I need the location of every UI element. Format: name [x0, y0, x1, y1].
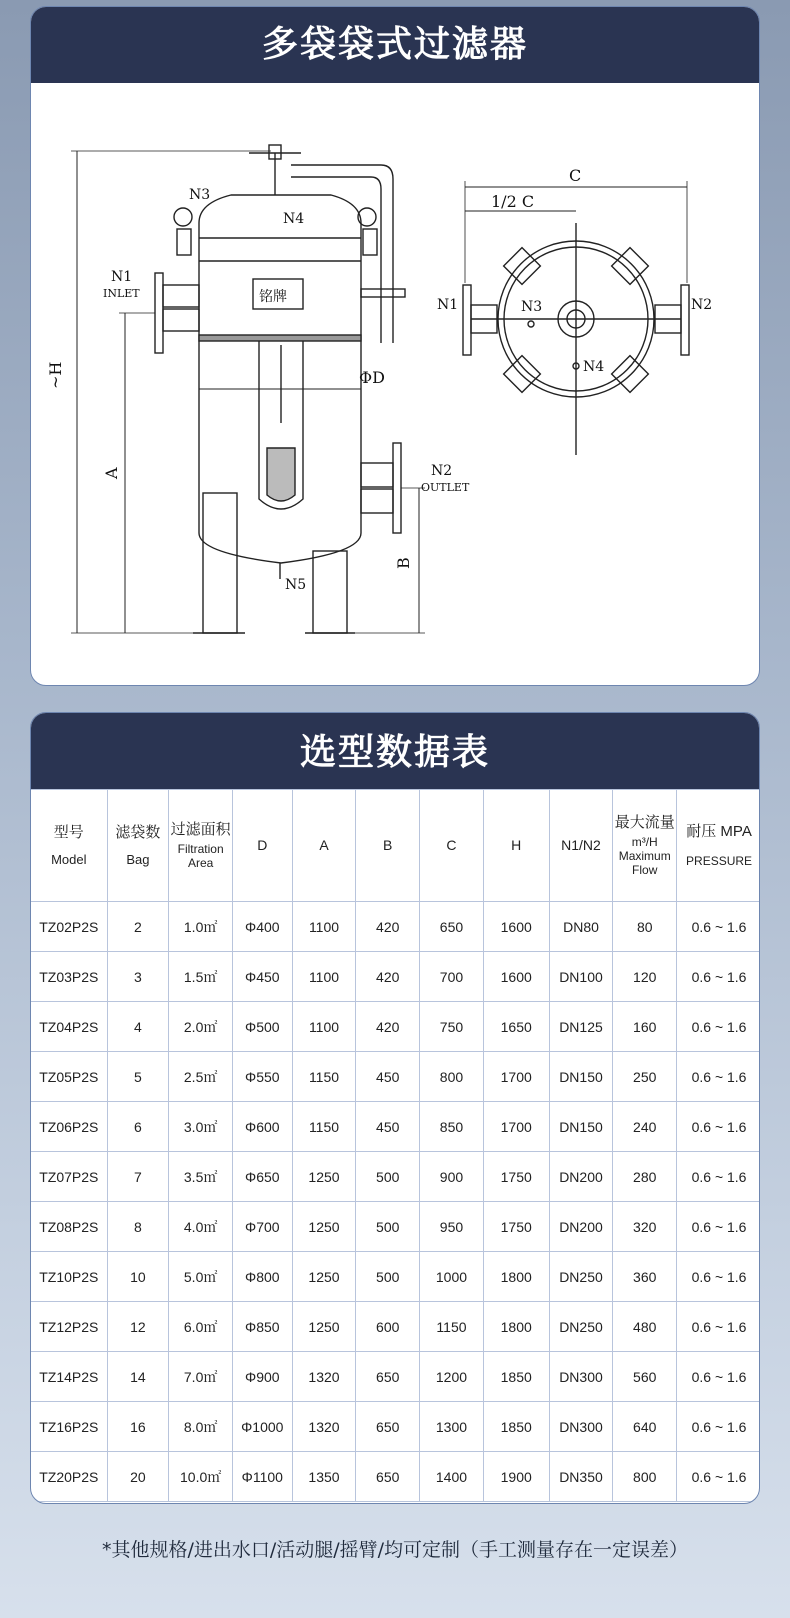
selection-table-card — [30, 712, 760, 1504]
top-label-n2: N2 — [691, 297, 713, 313]
table-cell: Φ1100 — [233, 1452, 293, 1502]
header-pressure: 耐压 MPA PRESSURE — [677, 790, 760, 902]
table-cell: 700 — [420, 952, 484, 1002]
table-row — [31, 1252, 760, 1302]
table-cell: 500 — [356, 1202, 420, 1252]
table-cell: Φ650 — [233, 1152, 293, 1202]
table-cell: 8 — [107, 1202, 169, 1252]
footnote: *其他规格/进出水口/活动腿/摇臂/均可定制（手工测量存在一定误差） — [101, 1539, 689, 1561]
table-cell: Φ700 — [233, 1202, 293, 1252]
table-cell: Φ900 — [233, 1352, 293, 1402]
table-cell: 450 — [356, 1102, 420, 1152]
table-cell: DN250 — [549, 1302, 613, 1352]
table-cell: 1.5㎡ — [169, 952, 233, 1002]
table-cell: 1150 — [292, 1102, 356, 1152]
table-cell: 1000 — [420, 1252, 484, 1302]
table-cell: 10 — [107, 1252, 169, 1302]
table-cell: 950 — [420, 1202, 484, 1252]
table-cell: Φ400 — [233, 902, 293, 952]
table-cell: DN150 — [549, 1102, 613, 1152]
table-cell: 500 — [356, 1152, 420, 1202]
table-cell: 1250 — [292, 1302, 356, 1352]
table-cell: 8.0㎡ — [169, 1402, 233, 1452]
label-outlet: OUTLET — [421, 481, 470, 494]
table-cell: 7.0㎡ — [169, 1352, 233, 1402]
table-row — [31, 1352, 760, 1402]
table-cell: 360 — [613, 1252, 677, 1302]
table-cell: Φ500 — [233, 1002, 293, 1052]
table-row — [31, 1002, 760, 1052]
table-cell: DN125 — [549, 1002, 613, 1052]
label-h: ~H — [46, 361, 65, 389]
table-cell: DN200 — [549, 1202, 613, 1252]
table-cell: 420 — [356, 1002, 420, 1052]
table-cell: 10.0㎡ — [169, 1452, 233, 1502]
table-cell: 16 — [107, 1402, 169, 1452]
table-cell: 1600 — [483, 952, 549, 1002]
table-cell: 1300 — [420, 1402, 484, 1452]
table-cell: 420 — [356, 952, 420, 1002]
table-row — [31, 902, 760, 952]
table-cell: DN250 — [549, 1252, 613, 1302]
table-cell: TZ10P2S — [31, 1252, 107, 1302]
table-cell: 1850 — [483, 1352, 549, 1402]
header-area: 过滤面积 Filtration Area — [169, 790, 233, 902]
table-cell: 1150 — [292, 1052, 356, 1102]
table-cell: 2 — [107, 902, 169, 952]
table-row — [31, 1452, 760, 1502]
table-cell: 600 — [356, 1302, 420, 1352]
table-cell: 4.0㎡ — [169, 1202, 233, 1252]
table-cell: DN200 — [549, 1152, 613, 1202]
table-title: 选型数据表 — [31, 713, 759, 789]
table-cell: 1750 — [483, 1152, 549, 1202]
table-cell: 650 — [356, 1352, 420, 1402]
label-a: A — [102, 467, 121, 479]
table-cell: 2.5㎡ — [169, 1052, 233, 1102]
table-cell: DN300 — [549, 1352, 613, 1402]
label-b: B — [394, 557, 413, 569]
table-cell: 3.0㎡ — [169, 1102, 233, 1152]
table-cell: TZ06P2S — [31, 1102, 107, 1152]
header-flow: 最大流量 m³/H Maximum Flow — [613, 790, 677, 902]
diagram-card — [30, 6, 760, 686]
table-cell: 12 — [107, 1302, 169, 1352]
table-row — [31, 1152, 760, 1202]
table-cell: 750 — [420, 1002, 484, 1052]
table-cell: 850 — [420, 1102, 484, 1152]
table-cell: 240 — [613, 1102, 677, 1152]
table-cell: TZ03P2S — [31, 952, 107, 1002]
table-row — [31, 1102, 760, 1152]
table-cell: 3 — [107, 952, 169, 1002]
header-a: A — [292, 790, 356, 902]
label-c: C — [569, 166, 582, 185]
diagram-title: 多袋袋式过滤器 — [31, 7, 759, 83]
table-cell: DN100 — [549, 952, 613, 1002]
table-cell: 0.6 ~ 1.6 — [677, 902, 760, 952]
table-cell: TZ04P2S — [31, 1002, 107, 1052]
table-cell: 420 — [356, 902, 420, 952]
table-cell: TZ08P2S — [31, 1202, 107, 1252]
table-cell: 0.6 ~ 1.6 — [677, 952, 760, 1002]
table-cell: 1100 — [292, 902, 356, 952]
table-cell: 320 — [613, 1202, 677, 1252]
header-model: 型号 Model — [31, 790, 107, 902]
table-cell: TZ07P2S — [31, 1152, 107, 1202]
table-cell: 1200 — [420, 1352, 484, 1402]
table-cell: 500 — [356, 1252, 420, 1302]
header-d: D — [233, 790, 293, 902]
table-cell: 650 — [356, 1452, 420, 1502]
table-cell: DN350 — [549, 1452, 613, 1502]
table-cell: 1250 — [292, 1152, 356, 1202]
table-cell: 0.6 ~ 1.6 — [677, 1452, 760, 1502]
table-cell: 7 — [107, 1152, 169, 1202]
table-cell: 5 — [107, 1052, 169, 1102]
table-cell: 1850 — [483, 1402, 549, 1452]
table-cell: 800 — [613, 1452, 677, 1502]
table-row — [31, 1402, 760, 1452]
table-cell: 120 — [613, 952, 677, 1002]
header-n1-n2: N1/N2 — [549, 790, 613, 902]
label-n5: N5 — [285, 577, 307, 593]
selection-table — [31, 789, 760, 1502]
table-cell: 80 — [613, 902, 677, 952]
table-cell: 1350 — [292, 1452, 356, 1502]
table-cell: 1600 — [483, 902, 549, 952]
table-cell: 0.6 ~ 1.6 — [677, 1102, 760, 1152]
table-cell: 1900 — [483, 1452, 549, 1502]
table-cell: 4 — [107, 1002, 169, 1052]
top-label-n3: N3 — [521, 299, 543, 315]
table-cell: TZ05P2S — [31, 1052, 107, 1102]
table-cell: DN80 — [549, 902, 613, 952]
table-cell: 1650 — [483, 1002, 549, 1052]
table-row — [31, 1302, 760, 1352]
table-cell: Φ850 — [233, 1302, 293, 1352]
header-h: H — [483, 790, 549, 902]
table-cell: Φ450 — [233, 952, 293, 1002]
label-phi-d: ΦD — [359, 368, 385, 387]
table-cell: 6 — [107, 1102, 169, 1152]
table-cell: 900 — [420, 1152, 484, 1202]
table-cell: 0.6 ~ 1.6 — [677, 1002, 760, 1052]
top-label-n4: N4 — [583, 359, 605, 375]
table-cell: Φ600 — [233, 1102, 293, 1152]
table-cell: 280 — [613, 1152, 677, 1202]
table-cell: 0.6 ~ 1.6 — [677, 1402, 760, 1452]
table-cell: 1400 — [420, 1452, 484, 1502]
table-cell: 0.6 ~ 1.6 — [677, 1252, 760, 1302]
label-n1: N1 — [111, 269, 133, 285]
table-cell: 0.6 ~ 1.6 — [677, 1052, 760, 1102]
table-cell: 250 — [613, 1052, 677, 1102]
table-cell: 0.6 ~ 1.6 — [677, 1302, 760, 1352]
table-cell: DN300 — [549, 1402, 613, 1452]
table-cell: 800 — [420, 1052, 484, 1102]
table-body — [31, 902, 760, 1502]
table-cell: TZ02P2S — [31, 902, 107, 952]
table-cell: 1750 — [483, 1202, 549, 1252]
table-cell: 1150 — [420, 1302, 484, 1352]
table-cell: 160 — [613, 1002, 677, 1052]
table-cell: TZ20P2S — [31, 1452, 107, 1502]
table-cell: 1100 — [292, 1002, 356, 1052]
table-cell: 20 — [107, 1452, 169, 1502]
table-cell: 1320 — [292, 1352, 356, 1402]
table-row — [31, 952, 760, 1002]
label-n2: N2 — [431, 463, 453, 479]
table-cell: 650 — [420, 902, 484, 952]
table-row — [31, 1052, 760, 1102]
table-cell: 1.0㎡ — [169, 902, 233, 952]
table-header-row — [31, 790, 760, 902]
label-inlet: INLET — [103, 287, 140, 300]
label-n4: N4 — [283, 211, 305, 227]
label-half-c: 1/2 C — [491, 192, 535, 211]
table-cell: Φ1000 — [233, 1402, 293, 1452]
table-cell: TZ16P2S — [31, 1402, 107, 1452]
table-cell: 640 — [613, 1402, 677, 1452]
table-cell: 1800 — [483, 1252, 549, 1302]
table-cell: TZ12P2S — [31, 1302, 107, 1352]
table-cell: 1320 — [292, 1402, 356, 1452]
table-cell: 2.0㎡ — [169, 1002, 233, 1052]
table-cell: 560 — [613, 1352, 677, 1402]
header-bag: 滤袋数 Bag — [107, 790, 169, 902]
table-cell: 14 — [107, 1352, 169, 1402]
filter-technical-drawing — [31, 83, 760, 683]
table-cell: 1700 — [483, 1102, 549, 1152]
label-nameplate: 铭牌 — [259, 289, 287, 305]
table-row — [31, 1202, 760, 1252]
table-cell: 450 — [356, 1052, 420, 1102]
header-b: B — [356, 790, 420, 902]
label-n3: N3 — [189, 187, 211, 203]
table-cell: 480 — [613, 1302, 677, 1352]
table-cell: 0.6 ~ 1.6 — [677, 1202, 760, 1252]
top-label-n1: N1 — [437, 297, 459, 313]
table-cell: 0.6 ~ 1.6 — [677, 1152, 760, 1202]
table-cell: DN150 — [549, 1052, 613, 1102]
table-cell: 1250 — [292, 1202, 356, 1252]
table-cell: 650 — [356, 1402, 420, 1452]
table-cell: 1700 — [483, 1052, 549, 1102]
table-cell: 1250 — [292, 1252, 356, 1302]
table-cell: Φ800 — [233, 1252, 293, 1302]
table-cell: 6.0㎡ — [169, 1302, 233, 1352]
table-cell: 1100 — [292, 952, 356, 1002]
table-cell: 0.6 ~ 1.6 — [677, 1352, 760, 1402]
table-cell: 3.5㎡ — [169, 1152, 233, 1202]
table-cell: TZ14P2S — [31, 1352, 107, 1402]
table-cell: 1800 — [483, 1302, 549, 1352]
table-cell: Φ550 — [233, 1052, 293, 1102]
header-c: C — [420, 790, 484, 902]
table-cell: 5.0㎡ — [169, 1252, 233, 1302]
